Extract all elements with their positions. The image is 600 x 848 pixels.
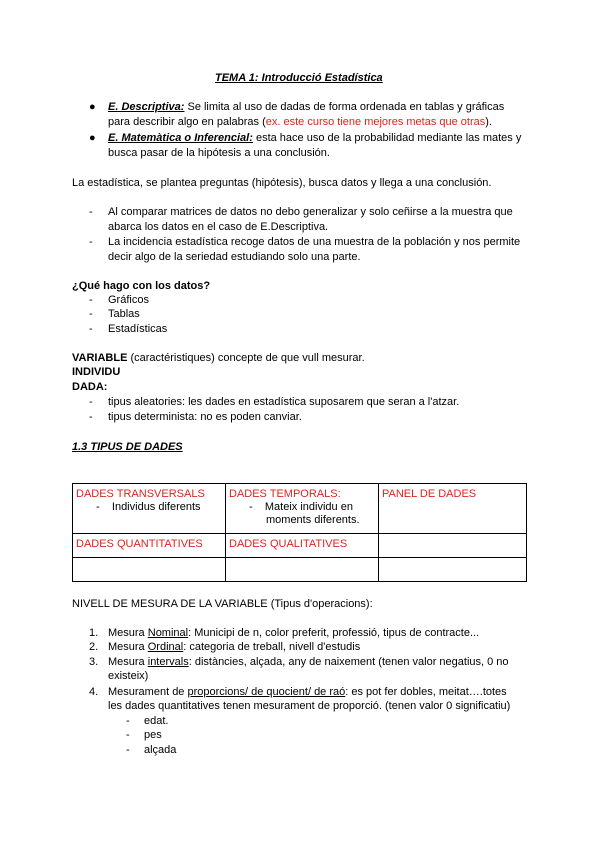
bullet-text: ). xyxy=(485,116,492,128)
dash-icon: - xyxy=(126,744,130,756)
que-hago-item: Tablas xyxy=(108,308,140,320)
dash-item-1-line1: Al comparar matrices de datos no debo generalizar y solo ceñirse a la muestra que xyxy=(108,206,513,218)
mesura-text: : Municipi de n, color preferit, professió, tipus de contracte... xyxy=(188,627,480,639)
cell-subitem: - Mateix individu en xyxy=(249,501,353,513)
bullet-descriptiva-line2 xyxy=(108,115,492,129)
bullet-icon: ● xyxy=(89,101,96,113)
mesura-subitem: edat. xyxy=(144,715,169,727)
variable-line xyxy=(72,351,365,365)
cell-subitem-text: Individus diferents xyxy=(111,501,201,513)
table-cell-empty xyxy=(226,558,379,582)
bullet-text: Se limita al uso de dadas de forma ordenada en tablas y gráficas xyxy=(184,101,505,113)
table-cell-empty xyxy=(379,534,527,558)
dash-item-1-line2: abarca los datos en el caso de E.Descriptiva. xyxy=(108,221,329,233)
mesura-subitem: pes xyxy=(144,729,162,741)
page-title: TEMA 1: Introducció Estadística xyxy=(215,72,383,84)
dash-item-2-line2: decir algo de la seriedad estudiando solo una parte. xyxy=(108,251,361,263)
table-cell-quantitatives xyxy=(73,534,226,558)
table-cell-transversals xyxy=(73,484,226,534)
mesura-item-3-line2: existeix) xyxy=(108,670,149,682)
mesura-text: : es pot fer dobles, meitat….totes xyxy=(345,686,507,698)
table-row xyxy=(73,484,527,534)
bullet-text: esta hace uso de la probabilidad mediante las mates y xyxy=(252,132,522,144)
list-number: 4. xyxy=(89,686,99,698)
dash-icon: - xyxy=(89,294,93,306)
individu-label: INDIVIDU xyxy=(72,366,121,378)
mesura-text: Mesura xyxy=(108,656,148,668)
list-number: 3. xyxy=(89,656,99,668)
dash-icon: - xyxy=(89,411,93,423)
mesura-item-4-line2: les dades quantitatives tenen mesurament de proporció. (tenen valor 0 significatiu) xyxy=(108,700,511,712)
dash-icon: - xyxy=(126,729,130,741)
cell-heading: PANEL DE DADES xyxy=(382,488,477,500)
dada-item: tipus aleatories: les dades en estadística suposarem que seran a l'atzar. xyxy=(108,396,460,408)
dada-item: tipus determinista: no es poden canviar. xyxy=(108,411,302,423)
mesura-term: Ordinal xyxy=(147,641,184,653)
dash-icon: - xyxy=(89,396,93,408)
mesura-item-2 xyxy=(108,640,360,654)
table-cell-temporals xyxy=(226,484,379,534)
dash-icon: - xyxy=(126,715,130,727)
mesura-text: : categoria de treball, nivell d'estudis xyxy=(183,641,361,653)
dash-icon: - xyxy=(89,236,93,248)
mesura-item-3 xyxy=(108,655,509,669)
bullet-inferencial-line1 xyxy=(108,131,521,145)
mesura-term: intervals xyxy=(147,656,189,668)
cell-subitem-text: Mateix individu en xyxy=(264,501,353,513)
cell-heading: DADES TEMPORALS: xyxy=(229,488,341,500)
dash-icon: - xyxy=(89,323,93,335)
cell-heading: DADES TRANSVERSALS xyxy=(76,488,205,500)
que-hago-item: Estadísticas xyxy=(108,323,168,335)
dada-label: DADA: xyxy=(72,381,108,393)
mesura-term: Nominal xyxy=(147,627,189,639)
table-cell-panel xyxy=(379,484,527,534)
bullet-text: para describir algo en palabras ( xyxy=(108,116,266,128)
mesura-item-4 xyxy=(108,685,507,699)
cell-subitem-text: moments diferents. xyxy=(266,514,360,526)
que-hago-item: Gráficos xyxy=(108,294,149,306)
section-heading-tipus-dades: 1.3 TIPUS DE DADES xyxy=(72,441,183,453)
term-descriptiva: E. Descriptiva: xyxy=(108,101,185,113)
table-row xyxy=(73,534,527,558)
cell-heading: DADES QUALITATIVES xyxy=(229,538,348,550)
que-hago-heading: ¿Qué hago con los datos? xyxy=(72,280,211,292)
highlight-example: ex. este curso tiene mejores metas que otras xyxy=(265,116,486,128)
nivell-heading: NIVELL DE MESURA DE LA VARIABLE (Tipus d'operacions): xyxy=(72,598,373,610)
intro-paragraph: La estadística, se plantea preguntas (hipótesis), busca datos y llega a una conclusión. xyxy=(72,177,492,189)
mesura-term: proporcions/ de quocient/ de raó xyxy=(187,686,346,698)
mesura-text: Mesura xyxy=(108,641,148,653)
term-inferencial: E. Matemàtica o Inferencial: xyxy=(108,132,253,144)
list-number: 2. xyxy=(89,641,99,653)
table-cell-empty xyxy=(73,558,226,582)
tipus-dades-table xyxy=(72,483,527,582)
bullet-icon: ● xyxy=(89,132,96,144)
list-number: 1. xyxy=(89,627,99,639)
mesura-text: Mesurament de xyxy=(108,686,188,698)
dash-icon: - xyxy=(89,206,93,218)
variable-label: VARIABLE xyxy=(72,352,128,364)
mesura-text: : distàncies, alçada, any de naixement (tenen valor negatius, 0 no xyxy=(188,656,509,668)
table-cell-qualitatives xyxy=(226,534,379,558)
mesura-item-1 xyxy=(108,626,479,640)
table-row xyxy=(73,558,527,582)
bullet-inferencial-line2: busca pasar de la hipótesis a una conclusión. xyxy=(108,147,330,159)
bullet-descriptiva-line1 xyxy=(108,100,504,114)
mesura-subitem: alçada xyxy=(144,744,177,756)
table-cell-empty xyxy=(379,558,527,582)
dash-item-2-line1: La incidencia estadística recoge datos de una muestra de la población y nos permite xyxy=(108,236,521,248)
variable-text: (caractéristiques) concepte de que vull mesurar. xyxy=(127,352,365,364)
cell-subitem: - Individus diferents xyxy=(96,501,201,513)
mesura-text: Mesura xyxy=(108,627,148,639)
dash-icon: - xyxy=(89,308,93,320)
cell-heading: DADES QUANTITATIVES xyxy=(76,538,203,550)
